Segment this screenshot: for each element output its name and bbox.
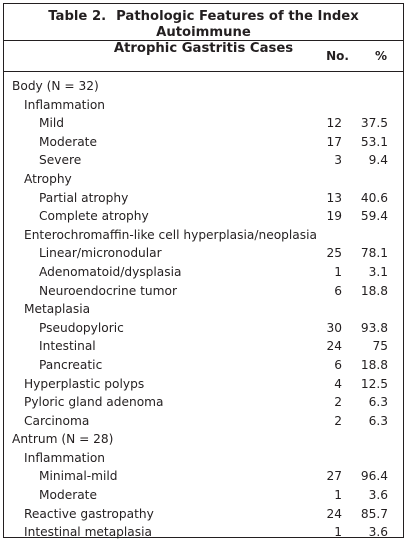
row-count: 1	[334, 488, 342, 503]
row-count: 6	[334, 357, 342, 372]
table-row	[4, 505, 403, 524]
table-row	[4, 449, 403, 468]
table-row	[4, 77, 403, 96]
row-label: Inflammation	[24, 450, 106, 465]
row-label: Inflammation	[24, 97, 106, 112]
row-count: 3	[334, 153, 342, 168]
row-label: Partial atrophy	[39, 190, 129, 205]
column-header-row	[4, 41, 403, 72]
table-row	[4, 226, 403, 245]
row-percent: 9.4	[368, 153, 388, 168]
title-line-2: Atrophic Gastritis Cases	[113, 41, 294, 56]
table-row	[4, 430, 403, 449]
row-percent: 6.3	[368, 395, 388, 410]
row-label: Intestinal	[39, 339, 96, 354]
table-row	[4, 375, 403, 394]
table-row	[4, 244, 403, 263]
table-row	[4, 263, 403, 282]
row-percent: 3.1	[368, 264, 388, 279]
table-row	[4, 337, 403, 356]
table-row	[4, 207, 403, 226]
row-label: Pseudopyloric	[39, 320, 124, 335]
row-count: 24	[326, 506, 342, 521]
row-label: Enterochromaffin-like cell hyperplasia/neoplasia	[24, 227, 317, 242]
row-count: 24	[326, 339, 342, 354]
table-row	[4, 96, 403, 115]
row-count: 1	[334, 525, 342, 540]
row-label: Metaplasia	[24, 302, 91, 317]
row-label: Carcinoma	[24, 413, 90, 428]
table-row	[4, 393, 403, 412]
table-row	[4, 523, 403, 542]
row-label: Hyperplastic polyps	[24, 376, 145, 391]
table-row	[4, 356, 403, 375]
row-percent: 78.1	[360, 246, 388, 261]
row-percent: 53.1	[360, 134, 388, 149]
row-count: 27	[326, 469, 342, 484]
row-count: 2	[334, 395, 342, 410]
table-row	[4, 114, 403, 133]
title-line-1	[4, 9, 403, 41]
row-count: 2	[334, 413, 342, 428]
row-count: 17	[326, 134, 342, 149]
row-label: Antrum (N = 28)	[12, 432, 114, 447]
table-row	[4, 412, 403, 431]
table-row	[4, 486, 403, 505]
row-label: Minimal-mild	[39, 469, 118, 484]
row-percent: 40.6	[360, 190, 388, 205]
table-row	[4, 133, 403, 152]
table-row	[4, 170, 403, 189]
title-text-1: Pathologic Features of the Index Autoimmune	[116, 9, 359, 40]
table-row	[4, 467, 403, 486]
row-label: Intestinal metaplasia	[24, 525, 152, 540]
row-count: 13	[326, 190, 342, 205]
column-header-no: No.	[326, 49, 349, 63]
column-header-percent: %	[374, 49, 387, 63]
row-label: Body (N = 32)	[12, 79, 99, 93]
row-count: 19	[326, 209, 342, 224]
table-row	[4, 189, 403, 208]
row-count: 1	[334, 264, 342, 279]
row-count: 25	[326, 246, 342, 261]
row-count: 30	[326, 320, 342, 335]
row-count: 12	[326, 116, 342, 131]
row-percent: 93.8	[360, 320, 388, 335]
table-number: Table 2.	[48, 9, 107, 24]
row-percent: 59.4	[360, 209, 388, 224]
row-label: Pyloric gland adenoma	[24, 395, 164, 410]
row-percent: 3.6	[368, 525, 388, 540]
table-frame	[3, 3, 404, 538]
row-label: Severe	[39, 153, 82, 168]
row-label: Pancreatic	[39, 357, 103, 372]
row-label: Moderate	[39, 134, 97, 149]
row-label: Neuroendocrine tumor	[39, 283, 177, 298]
row-label: Reactive gastropathy	[24, 506, 154, 521]
table-row	[4, 151, 403, 170]
row-label: Linear/micronodular	[39, 246, 162, 261]
row-count: 4	[334, 376, 342, 391]
row-percent: 18.8	[360, 357, 388, 372]
row-percent: 3.6	[368, 488, 388, 503]
row-percent: 18.8	[360, 283, 388, 298]
table-row	[4, 282, 403, 301]
row-percent: 96.4	[360, 469, 388, 484]
table-row	[4, 300, 403, 319]
row-label: Complete atrophy	[39, 209, 149, 224]
table-row	[4, 319, 403, 338]
row-label: Mild	[39, 116, 65, 131]
row-percent: 75	[372, 339, 388, 354]
row-percent: 12.5	[360, 376, 388, 391]
row-label: Atrophy	[24, 171, 72, 186]
table-body	[4, 72, 403, 542]
row-percent: 85.7	[360, 506, 388, 521]
row-label: Moderate	[39, 488, 97, 503]
row-percent: 37.5	[360, 116, 388, 131]
row-label: Adenomatoid/dysplasia	[39, 264, 182, 279]
row-percent: 6.3	[368, 413, 388, 428]
row-count: 6	[334, 283, 342, 298]
